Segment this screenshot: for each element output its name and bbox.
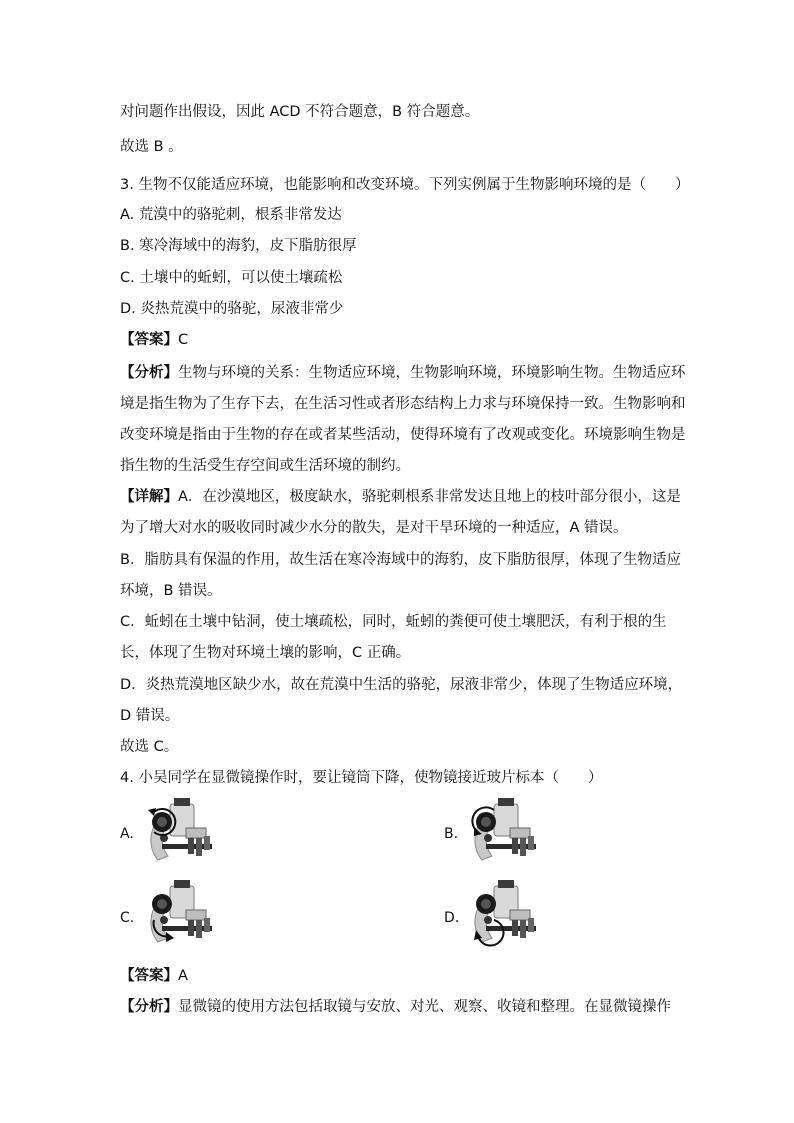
q4-answer bbox=[120, 966, 188, 986]
q4-option-b-label: B. bbox=[444, 826, 459, 842]
analysis-text: 显微镜的使用方法包括取镜与安放、对光、观察、收镜和整理。在显微镜操作 bbox=[178, 999, 671, 1015]
q4-option-a-label: A. bbox=[120, 826, 134, 842]
q4-analysis bbox=[120, 997, 671, 1017]
detail-tag: 【详解】 bbox=[120, 489, 178, 505]
q3-analysis-line-1 bbox=[120, 363, 686, 383]
q3-detail-line-7: D．炎热荒漠地区缺少水，故在荒漠中生活的骆驼，尿液非常少，体现了生物适应环境， bbox=[120, 677, 683, 693]
q3-answer bbox=[120, 330, 188, 350]
q3-option-d: D. 炎热荒漠中的骆驼，尿液非常少 bbox=[120, 301, 344, 317]
q3-conclusion: 故选 C。 bbox=[120, 739, 179, 755]
q3-analysis-line-3: 改变环境是指由于生物的存在或者某些活动，使得环境有了改观或变化。环境影响生物是 bbox=[120, 427, 686, 443]
q3-analysis-line-4: 指生物的生活受生存空间或生活环境的制约。 bbox=[120, 458, 410, 474]
answer-tag: 【答案】 bbox=[120, 332, 178, 348]
q4-option-d-label: D. bbox=[444, 910, 460, 926]
answer-value: C bbox=[178, 332, 189, 348]
q4-option-c-label: C. bbox=[120, 910, 135, 926]
analysis-tag: 【分析】 bbox=[120, 365, 178, 381]
q4-option-c-microscope-image bbox=[140, 880, 220, 950]
q3-detail-line-2: 为了增大对水的吸收同时减少水分的散失，是对干旱环境的一种适应，A 错误。 bbox=[120, 520, 628, 536]
q4-option-b-microscope-image bbox=[464, 798, 544, 868]
q4-stem: 4. 小吴同学在显微镜操作时，要让镜筒下降，使物镜接近玻片标本（ ） bbox=[120, 770, 603, 786]
q3-detail-line-4: 环境，B 错误。 bbox=[120, 583, 222, 599]
q3-detail-line-5: C．蚯蚓在土壤中钻洞，使土壤疏松，同时，蚯蚓的粪便可使土壤肥沃，有利于根的生 bbox=[120, 614, 667, 630]
q3-detail-line-1 bbox=[120, 487, 681, 507]
q3-detail-line-3: B．脂肪具有保温的作用，故生活在寒冷海域中的海豹，皮下脂肪很厚，体现了生物适应 bbox=[120, 552, 681, 568]
q3-option-c: C. 土壤中的蚯蚓，可以使土壤疏松 bbox=[120, 270, 343, 286]
detail-text: A．在沙漠地区，极度缺水，骆驼刺根系非常发达且地上的枝叶部分很小，这是 bbox=[178, 489, 681, 505]
answer-value: A bbox=[178, 968, 188, 984]
prev-reasoning-line: 对问题作出假设，因此 ACD 不符合题意，B 符合题意。 bbox=[120, 104, 480, 120]
q3-detail-line-8: D 错误。 bbox=[120, 708, 180, 724]
q3-option-b: B. 寒冷海域中的海豹，皮下脂肪很厚 bbox=[120, 238, 357, 254]
analysis-text: 生物与环境的关系：生物适应环境，生物影响环境，环境影响生物。生物适应环 bbox=[178, 365, 686, 381]
prev-conclusion: 故选 B 。 bbox=[120, 139, 183, 155]
q3-stem: 3. 生物不仅能适应环境，也能影响和改变环境。下列实例属于生物影响环境的是（ ） bbox=[120, 177, 690, 193]
q3-option-a: A. 荒漠中的骆驼刺，根系非常发达 bbox=[120, 207, 342, 223]
q3-analysis-line-2: 境是指生物为了生存下去，在生活习性或者形态结构上力求与环境保持一致。生物影响和 bbox=[120, 396, 686, 412]
q4-option-a-microscope-image bbox=[140, 798, 220, 868]
analysis-tag: 【分析】 bbox=[120, 999, 178, 1015]
answer-tag: 【答案】 bbox=[120, 968, 178, 984]
q3-detail-line-6: 长，体现了生物对环境土壤的影响，C 正确。 bbox=[120, 645, 411, 661]
q4-option-d-microscope-image bbox=[464, 880, 544, 950]
